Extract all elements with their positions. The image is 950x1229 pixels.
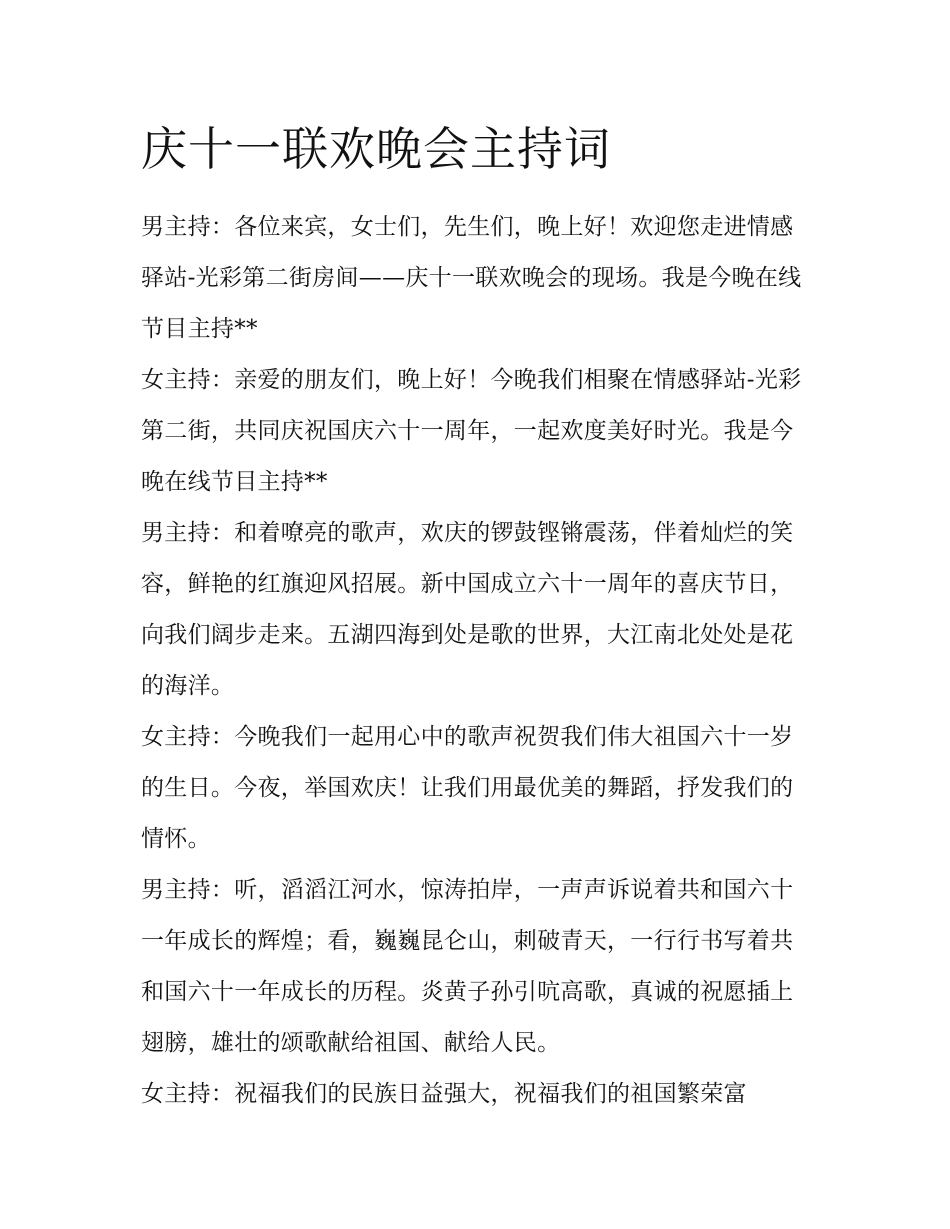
- paragraph-male-host-2: 男主持：和着嘹亮的歌声，欢庆的锣鼓铿锵震荡，伴着灿烂的笑容，鲜艳的红旗迎风招展。新中国成立六十一周年的喜庆节日，向我们阔步走来。五湖四海到处是歌的世界，大江南北处处是花的海洋。: [141, 520, 794, 699]
- paragraph-female-host-3: 女主持：祝福我们的民族日益强大，祝福我们的祖国繁荣富: [141, 1081, 747, 1107]
- paragraph-female-host-1: 女主持：亲爱的朋友们，晚上好！今晚我们相聚在情感驿站-光彩第二街，共同庆祝国庆六十一周年，一起欢度美好时光。我是今晚在线节目主持**: [141, 367, 802, 495]
- document-title: 庆十一联欢晚会主持词: [141, 122, 611, 176]
- paragraph-male-host-3: 男主持：听，滔滔江河水，惊涛拍岸，一声声诉说着共和国六十一年成长的辉煌；看，巍巍昆仑山，刺破青天，一行行书写着共和国六十一年成长的历程。炎黄子孙引吭高歌，真诚的祝愿插上翅膀，雄壮的颂歌献给祖国、献给人民。: [141, 877, 794, 1056]
- document-body: [141, 202, 813, 1120]
- paragraph-male-host-1: 男主持：各位来宾，女士们，先生们，晚上好！欢迎您走进情感驿站-光彩第二街房间——庆十一联欢晚会的现场。我是今晚在线节目主持**: [141, 214, 802, 342]
- paragraph-female-host-2: 女主持：今晚我们一起用心中的歌声祝贺我们伟大祖国六十一岁的生日。今夜，举国欢庆！让我们用最优美的舞蹈，抒发我们的情怀。: [141, 724, 794, 852]
- document-page: [141, 118, 813, 1120]
